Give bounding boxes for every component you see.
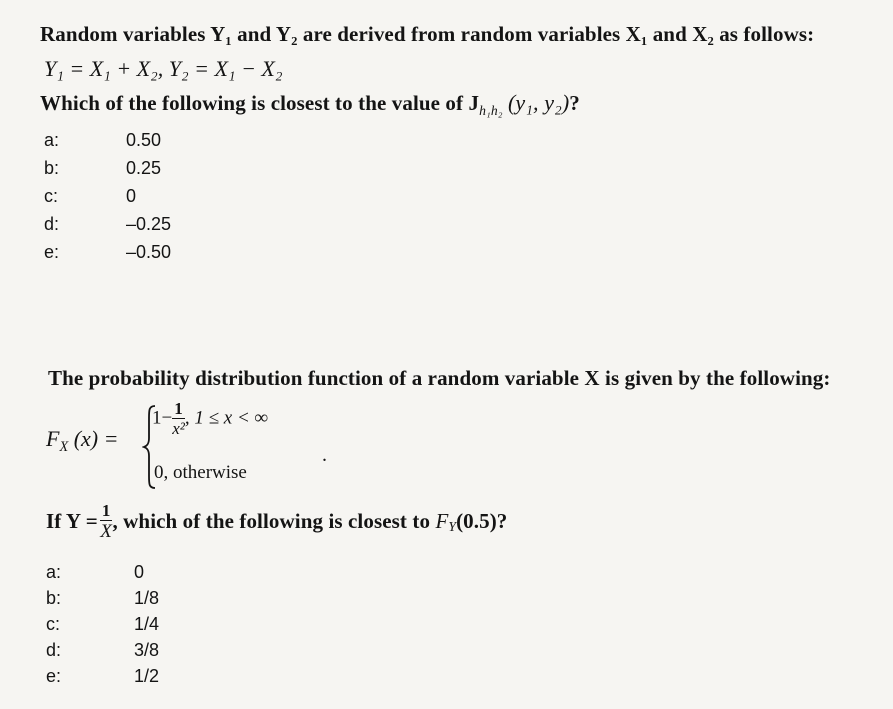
q1-prompt-prefix: Which of the following is closest to the value of	[40, 91, 469, 115]
q2-choice-a-value[interactable]: 0	[134, 562, 145, 582]
q2-case1-prefix: 1−	[152, 407, 173, 429]
q2-choice-e-value[interactable]: 1/2	[134, 666, 160, 686]
q1-jacobian-subscript: h₁h₂	[479, 102, 503, 118]
q2-choice-a-letter: a:	[46, 562, 62, 582]
q2-case1-numerator: 1	[172, 400, 185, 419]
q2-if-numerator: 1	[101, 501, 111, 520]
q2-case1-denominator: x²	[172, 419, 185, 438]
q2-choice-b-letter: b:	[46, 588, 62, 608]
q2-case1-fraction	[172, 400, 185, 437]
q1-choice-c-letter: c:	[44, 186, 59, 206]
q1-equation-text: Y₁ = X₁ + X₂, Y₂ = X₁ − X₂	[44, 56, 283, 81]
q2-case1-condition: , 1 ≤ x < ∞	[184, 407, 269, 429]
q2-function-subscript: X	[59, 439, 69, 455]
q2-function-arg: (x) =	[73, 426, 119, 451]
q2-trailing-dot: .	[322, 444, 327, 466]
q2-target-subscript: Y	[448, 519, 457, 535]
q2-case-2: 0, otherwise	[154, 462, 247, 483]
q2-if-fraction	[100, 502, 113, 541]
q2-if-prefix: If Y =	[46, 509, 98, 533]
q2-target-symbol: F	[435, 509, 449, 533]
q2-choice-c-value[interactable]: 1/4	[134, 614, 160, 634]
q1-intro: Random variables Y₁ and Y₂ are derived from random variables X₁ and X₂ as follows:	[40, 22, 815, 46]
q1-prompt-suffix: ?	[569, 91, 580, 115]
q1-choice-d-letter: d:	[44, 214, 60, 234]
q1-choice-e-value[interactable]: –0.50	[126, 242, 172, 262]
q1-jacobian-args: (y₁, y₂)	[507, 90, 570, 115]
q2-if-suffix: , which of the following is closest to	[112, 509, 436, 533]
q1-prompt	[40, 90, 580, 119]
q1-choice-c-value[interactable]: 0	[126, 186, 137, 206]
q1-choice-d-value[interactable]: –0.25	[126, 214, 172, 234]
q1-choice-a-letter: a:	[44, 130, 60, 150]
q1-choice-e-letter: e:	[44, 242, 60, 262]
q2-choice-b-value[interactable]: 1/8	[134, 588, 160, 608]
q2-choice-c-letter: c:	[46, 614, 61, 634]
q1-choice-b-value[interactable]: 0.25	[126, 158, 162, 178]
q1-jacobian-symbol: J	[468, 91, 480, 115]
q2-intro: The probability distribution function of a random variable X is given by the following:	[48, 366, 831, 390]
q2-if-denominator: X	[100, 521, 112, 542]
q1-equation	[44, 56, 283, 82]
q2-function-lhs	[46, 426, 118, 456]
q2-function-symbol: F	[46, 426, 60, 451]
q2-case-1	[152, 400, 268, 437]
q2-choice-d-letter: d:	[46, 640, 62, 660]
q2-choice-e-letter: e:	[46, 666, 62, 686]
q2-target-arg: (0.5)?	[456, 509, 508, 533]
q1-choice-b-letter: b:	[44, 158, 60, 178]
q1-choice-a-value[interactable]: 0.50	[126, 130, 162, 150]
q2-choice-d-value[interactable]: 3/8	[134, 640, 160, 660]
q2-prompt	[46, 502, 507, 541]
